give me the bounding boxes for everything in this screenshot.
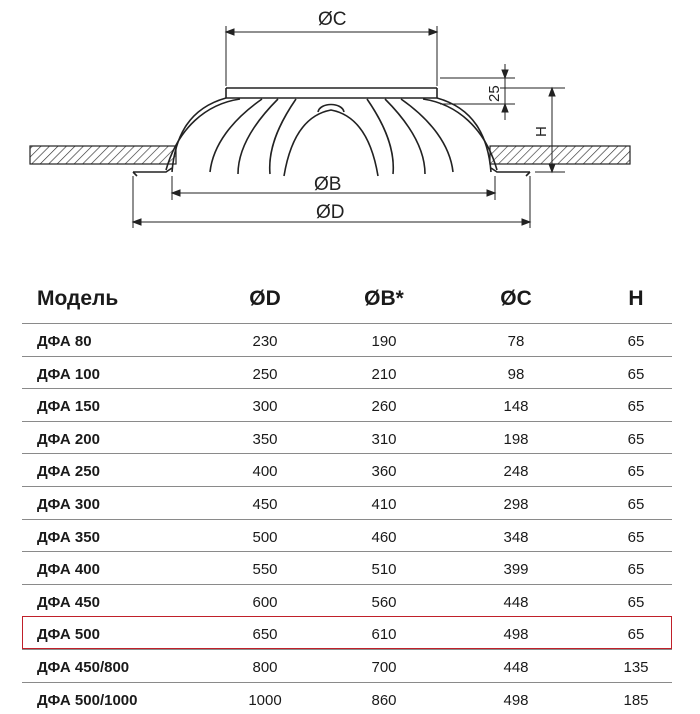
cell-model: ДФА 250 [37, 463, 100, 481]
cell-c: 248 [503, 463, 529, 481]
cell-model: ДФА 80 [37, 333, 92, 350]
cell-c: 148 [503, 398, 529, 416]
cell-c: 78 [507, 333, 525, 350]
cell-b: 860 [371, 691, 397, 709]
cell-h: 65 [627, 593, 645, 611]
table-row [22, 551, 672, 584]
cell-model: ДФА 500 [37, 626, 100, 644]
cell-h: 65 [627, 333, 645, 350]
cell-h: 65 [627, 561, 645, 579]
cell-h: 65 [627, 626, 645, 644]
diffuser-body [133, 88, 530, 176]
table-row [22, 486, 672, 519]
dim-d-label: ØD [316, 202, 345, 223]
cell-b: 510 [371, 561, 397, 579]
cell-d: 1000 [248, 691, 282, 709]
cell-h: 65 [627, 528, 645, 546]
cell-h: 65 [627, 495, 645, 513]
table-row [22, 356, 672, 389]
dim-25-label: 25 [486, 85, 503, 102]
cell-d: 500 [252, 528, 278, 546]
table-row [22, 584, 672, 617]
cell-d: 300 [252, 398, 278, 416]
cell-c: 348 [503, 528, 529, 546]
table-header-row [22, 283, 672, 323]
cell-model: ДФА 300 [37, 495, 100, 513]
cell-h: 65 [627, 430, 645, 448]
header-c: ØC [500, 287, 532, 310]
cell-b: 410 [371, 495, 397, 513]
cell-b: 190 [371, 333, 397, 350]
table-row [22, 682, 672, 714]
cell-d: 250 [252, 365, 278, 383]
cell-d: 230 [252, 333, 278, 350]
table-row [22, 421, 672, 454]
dim-b-label: ØB [314, 174, 342, 195]
cell-h: 65 [627, 365, 645, 383]
cell-c: 98 [507, 365, 525, 383]
cell-model: ДФА 400 [37, 561, 100, 579]
header-b: ØB* [364, 287, 404, 310]
cell-b: 610 [371, 626, 397, 644]
cell-h: 135 [623, 658, 649, 676]
header-model: Модель [37, 287, 119, 310]
cell-c: 448 [503, 593, 529, 611]
cell-b: 210 [371, 365, 397, 383]
table-row [22, 453, 672, 486]
cell-model: ДФА 350 [37, 528, 100, 546]
cell-d: 400 [252, 463, 278, 481]
cell-model: ДФА 150 [37, 398, 100, 416]
ceiling-slab-right [490, 146, 630, 164]
cell-d: 450 [252, 495, 278, 513]
cell-model: ДФА 100 [37, 365, 100, 383]
table-row [22, 388, 672, 421]
cell-h: 185 [623, 691, 649, 709]
specification-table [22, 283, 672, 714]
cell-model: ДФА 450/800 [37, 658, 130, 676]
table-body [22, 323, 672, 714]
cell-d: 350 [252, 430, 278, 448]
cell-b: 310 [371, 430, 397, 448]
cell-h: 65 [627, 463, 645, 481]
cell-c: 498 [503, 626, 529, 644]
cell-h: 65 [627, 398, 645, 416]
dim-c-label: ØC [318, 9, 347, 30]
header-h: H [628, 287, 644, 310]
cell-model: ДФА 450 [37, 593, 100, 611]
cell-d: 600 [252, 593, 278, 611]
cell-d: 800 [252, 658, 278, 676]
cell-b: 700 [371, 658, 397, 676]
cell-c: 448 [503, 658, 529, 676]
cell-b: 560 [371, 593, 397, 611]
ceiling-slab-left [30, 146, 176, 164]
cell-c: 298 [503, 495, 529, 513]
cell-model: ДФА 200 [37, 430, 100, 448]
dim-h-label: H [533, 126, 550, 137]
table-row [22, 649, 672, 682]
cell-d: 650 [252, 626, 278, 644]
cell-b: 260 [371, 398, 397, 416]
table-row [22, 616, 672, 649]
cell-c: 498 [503, 691, 529, 709]
cell-b: 360 [371, 463, 397, 481]
cell-b: 460 [371, 528, 397, 546]
cell-d: 550 [252, 561, 278, 579]
table-row [22, 519, 672, 552]
cell-model: ДФА 500/1000 [37, 691, 138, 709]
table-row [22, 323, 672, 356]
diffuser-cross-section-drawing [0, 0, 700, 250]
cell-c: 198 [503, 430, 529, 448]
cell-c: 399 [503, 561, 529, 579]
header-d: ØD [249, 287, 281, 310]
